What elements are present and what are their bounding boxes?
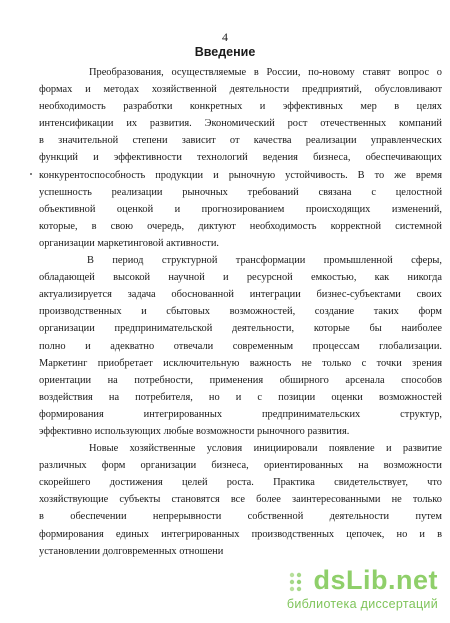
text-line: скорейшего достижения целей роста. Практика свидетельствует, что (39, 477, 442, 489)
watermark-logo: dsLib.net (313, 565, 438, 595)
text-line: Маркетинг приобретает исключительную важность не только с точки зрения (39, 357, 442, 369)
text-line: ориентации на потребности, применения обширного арсенала способов (39, 374, 442, 386)
text-line: формах и методах хозяйственной деятельности предприятий, обусловливают (39, 84, 442, 96)
text-line: в значительной степени зависит от качества реализации управленческих (39, 135, 442, 147)
text-line: различных форм организации бизнеса, ориентированных на возможности (39, 460, 442, 472)
text-line: обладающей высокой научной и ресурсной емкостью, как никогда (39, 272, 442, 284)
text-line: Преобразования, осуществляемые в России, по-новому ставят вопрос о (89, 67, 442, 78)
text-line: успешность реализации рыночных требований связана с целостной (39, 186, 442, 198)
text-line: формирования единых интегрированных производственных цепочек, но и в (39, 528, 442, 540)
text-line: конкурентоспособность продукции и рыночную устойчивость. В то же время (39, 169, 442, 181)
text-line: полно и адекватно отвечали современным процессам глобализации. (39, 340, 442, 352)
text-line: актуализируется задача обоснованной интеграции бизнес-субъектами своих (39, 289, 442, 301)
text-line: Новые хозяйственные условия инициировали появление и развитие (89, 443, 442, 455)
text-line: производственных и сбытовых возможностей, создание таких форм (39, 306, 442, 318)
text-line: воздействия на потребителя, но и с позиции оценки возможностей (39, 391, 442, 403)
text-line: организации предпринимательской деятельности, которые бы наиболее (39, 323, 442, 335)
text-line: эффективно использующих любые возможности рыночного развития. (39, 425, 350, 437)
page-number: 4 (222, 30, 228, 44)
text-line: организации маркетинговой активности. (39, 237, 219, 249)
body-text (39, 64, 442, 560)
watermark-subtitle: библиотека диссертаций (286, 597, 438, 611)
scan-speck (30, 173, 32, 175)
text-line: в обеспечении непрерывности собственной деятельности путем (39, 511, 442, 523)
watermark (268, 565, 438, 615)
text-line: которые, в свою очередь, диктуют необходимость корректной системной (39, 220, 442, 232)
text-line: хозяйствующие субъекты становятся все более заинтересованными не только (39, 494, 442, 506)
text-line: необходимость разработки конкретных и эффективных мер в целях (39, 101, 442, 113)
text-line: установлении долговременных отношени (39, 545, 224, 557)
text-line: интенсификации их развития. Экономический рост отечественных компаний (39, 118, 442, 130)
text-line: В период структурной трансформации промышленной сферы, (87, 255, 442, 267)
text-line: функций и эффективности технологий ведения бизнеса, обеспечивающих (39, 152, 442, 164)
text-line: объективной оценкой и прогнозированием происходящих изменений, (39, 203, 442, 215)
text-line: формирования интегрированных предпринимательских структур, (39, 408, 442, 420)
section-heading: Введение (194, 45, 256, 59)
